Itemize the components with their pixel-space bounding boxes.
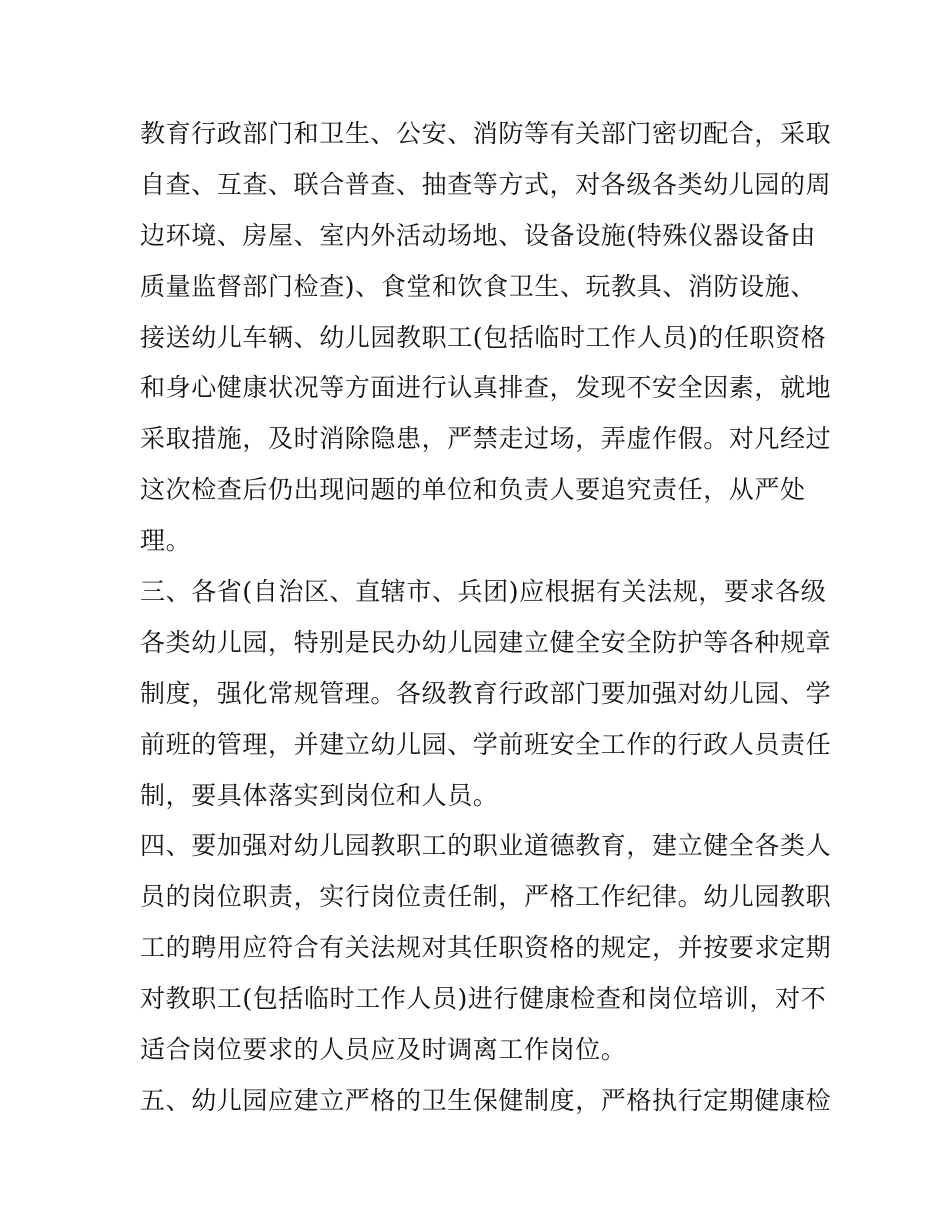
text-line: 三、各省(自治区、直辖市、兵团)应根据有关法规，要求各级	[140, 577, 827, 607]
text-line: 采取措施，及时消除隐患，严禁走过场，弄虚作假。对凡经过	[140, 424, 832, 454]
text-line: 这次检查后仍出现问题的单位和负责人要追究责任，从严处	[140, 475, 806, 505]
text-line: 适合岗位要求的人员应及时调离工作岗位。	[140, 1035, 627, 1065]
text-line: 教育行政部门和卫生、公安、消防等有关部门密切配合，采取	[140, 119, 832, 148]
text-line: 制，要具体落实到岗位和人员。	[140, 780, 499, 810]
text-line: 自查、互查、联合普查、抽查等方式，对各级各类幼儿园的周	[140, 169, 832, 199]
text-line: 和身心健康状况等方面进行认真排查，发现不安全因素，就地	[140, 373, 832, 403]
text-line: 理。	[140, 526, 192, 556]
text-line: 接送幼儿车辆、幼儿园教职工(包括临时工作人员)的任职资格	[140, 322, 827, 352]
document-body	[140, 109, 832, 1127]
text-line: 制度，强化常规管理。各级教育行政部门要加强对幼儿园、学	[140, 678, 832, 708]
text-line: 对教职工(包括临时工作人员)进行健康检查和岗位培训，对不	[140, 984, 827, 1014]
text-line: 工的聘用应符合有关法规对其任职资格的规定，并按要求定期	[140, 933, 832, 963]
text-line: 四、要加强对幼儿园教职工的职业道德教育，建立健全各类人	[140, 831, 832, 861]
text-line: 边环境、房屋、室内外活动场地、设备设施(特殊仪器设备由	[140, 220, 816, 250]
text-line: 前班的管理，并建立幼儿园、学前班安全工作的行政人员责任	[140, 729, 832, 759]
text-line: 质量监督部门检查)、食堂和饮食卫生、玩教具、消防设施、	[140, 271, 816, 301]
text-line: 员的岗位职责，实行岗位责任制，严格工作纪律。幼儿园教职	[140, 882, 832, 912]
text-line: 各类幼儿园，特别是民办幼儿园建立健全安全防护等各种规章	[140, 627, 832, 657]
text-line: 五、幼儿园应建立严格的卫生保健制度，严格执行定期健康检	[140, 1085, 832, 1115]
